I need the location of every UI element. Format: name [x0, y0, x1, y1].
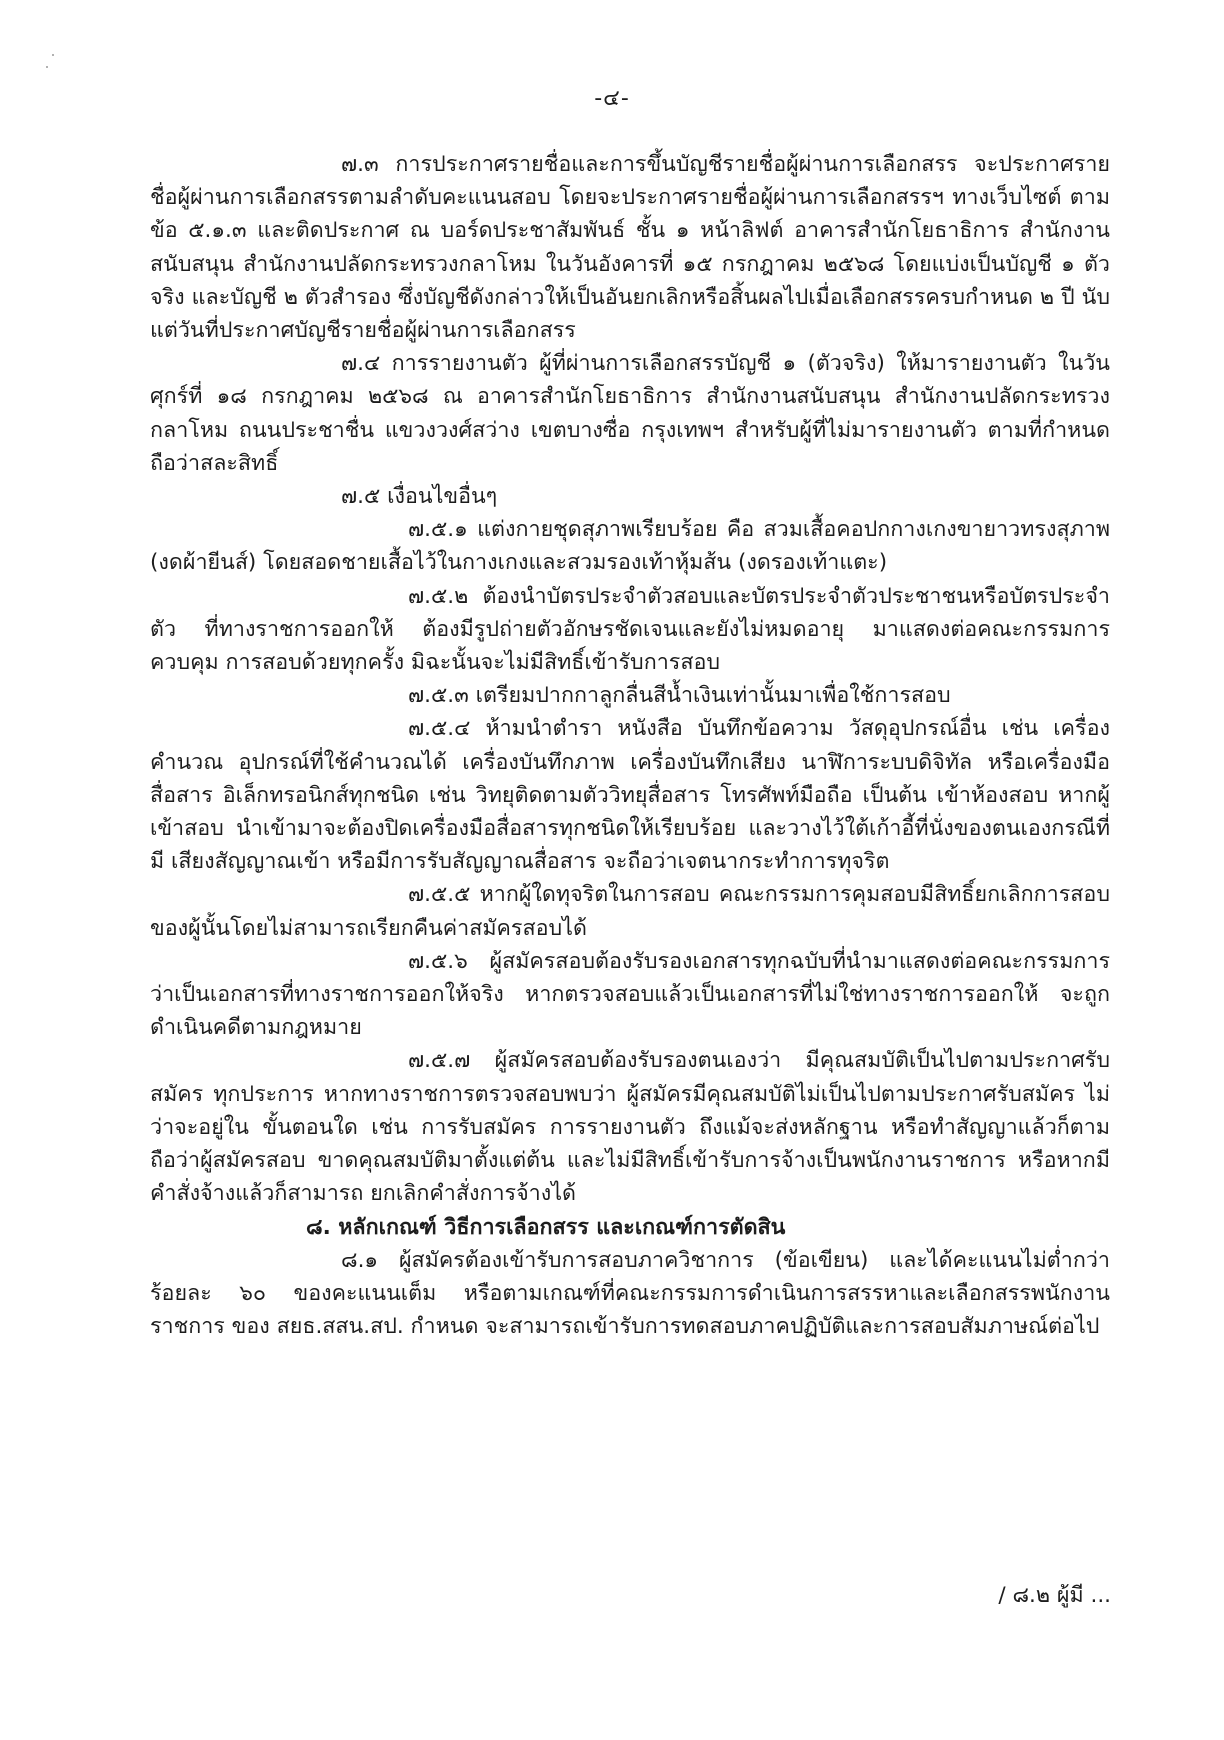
paragraph-7-5-7: ๗.๕.๗ ผู้สมัครสอบต้องรับรองตนเองว่า มีคุณสมบัติเป็นไปตามประกาศรับสมัคร ทุกประการ หากทางราชการตรวจสอบพบว่า ผู้สมัครมีคุณสมบัติไม่เป็นไปตามประกาศรับสมัคร ไม่ว่าจะอยู่ใน ขั้นตอนใด เช่น การรับสมัคร การรายงานตัว ถึงแม้จะส่งหลักฐาน หรือทำสัญญาแล้วก็ตาม ถือว่าผู้สมัครสอบ ขาดคุณสมบัติมาตั้งแต่ต้น และไม่มีสิทธิ์เข้ารับการจ้างเป็นพนักงานราชการ หรือหากมีคำสั่งจ้างแล้วก็สามารถ ยกเลิกคำสั่งการจ้างได้	[150, 1048, 1110, 1207]
continuation-note: / ๘.๒ ผู้มี ...	[998, 1583, 1111, 1608]
paragraph-7-5-6: ๗.๕.๖ ผู้สมัครสอบต้องรับรองเอกสารทุกฉบับที่นำมาแสดงต่อคณะกรรมการ ว่าเป็นเอกสารที่ทางราชการออกให้จริง หากตรวจสอบแล้วเป็นเอกสารที่ไม่ใช่ทางราชการออกให้ จะถูกดำเนินคดีตามกฎหมาย	[150, 948, 1110, 1041]
section-heading-8: ๘. หลักเกณฑ์ วิธีการเลือกสรร และเกณฑ์การตัดสิน	[306, 1214, 786, 1240]
paragraph-7-5: ๗.๕ เงื่อนไขอื่นๆ	[341, 484, 498, 510]
paragraph-7-5-1: ๗.๕.๑ แต่งกายชุดสุภาพเรียบร้อย คือ สวมเสื้อคอปกกางเกงขายาวทรงสุภาพ (งดผ้ายีนส์) โดยสอดชายเสื้อไว้ในกางเกงและสวมรองเท้าหุ้มส้น (งดรองเท้าแตะ)	[150, 517, 1110, 576]
page-number: -๔-	[594, 86, 630, 111]
paragraph-7-5-3: ๗.๕.๓ เตรียมปากกาลูกลื่นสีน้ำเงินเท่านั้นมาเพื่อใช้การสอบ	[408, 683, 951, 709]
scan-speck	[46, 66, 48, 68]
paragraph-8-1: ๘.๑ ผู้สมัครต้องเข้ารับการสอบภาควิชาการ (ข้อเขียน) และได้คะแนนไม่ต่ำกว่า ร้อยละ ๖๐ ของคะแนนเต็ม หรือตามเกณฑ์ที่คณะกรรมการดำเนินการสรรหาและเลือกสรรพนักงานราชการ ของ สยธ.สสน.สป. กำหนด จะสามารถเข้ารับการทดสอบภาคปฏิบัติและการสอบสัมภาษณ์ต่อไป	[150, 1247, 1110, 1340]
document-body	[150, 148, 1110, 1343]
scan-speck	[52, 54, 54, 56]
paragraph-7-3: ๗.๓ การประกาศรายชื่อและการขึ้นบัญชีรายชื่อผู้ผ่านการเลือกสรร จะประกาศรายชื่อผู้ผ่านการเลือกสรรตามลำดับคะแนนสอบ โดยจะประกาศรายชื่อผู้ผ่านการเลือกสรรฯ ทางเว็บไซต์ ตามข้อ ๕.๑.๓ และติดประกาศ ณ บอร์ดประชาสัมพันธ์ ชั้น ๑ หน้าลิฟต์ อาคารสำนักโยธาธิการ สำนักงานสนับสนุน สำนักงานปลัดกระทรวงกลาโหม ในวันอังคารที่ ๑๕ กรกฎาคม ๒๕๖๘ โดยแบ่งเป็นบัญชี ๑ ตัวจริง และบัญชี ๒ ตัวสำรอง ซึ่งบัญชีดังกล่าวให้เป็นอันยกเลิกหรือสิ้นผลไปเมื่อเลือกสรรครบกำหนด ๒ ปี นับแต่วันที่ประกาศบัญชีรายชื่อผู้ผ่านการเลือกสรร	[150, 152, 1110, 344]
paragraph-7-4: ๗.๔ การรายงานตัว ผู้ที่ผ่านการเลือกสรรบัญชี ๑ (ตัวจริง) ให้มารายงานตัว ในวันศุกร์ที่ ๑๘ กรกฎาคม ๒๕๖๘ ณ อาคารสำนักโยธาธิการ สำนักงานสนับสนุน สำนักงานปลัดกระทรวงกลาโหม ถนนประชาชื่น แขวงวงศ์สว่าง เขตบางซื่อ กรุงเทพฯ สำหรับผู้ที่ไม่มารายงานตัว ตามที่กำหนดถือว่าสละสิทธิ์	[150, 351, 1110, 476]
paragraph-7-5-2: ๗.๕.๒ ต้องนำบัตรประจำตัวสอบและบัตรประจำตัวประชาชนหรือบัตรประจำตัว ที่ทางราชการออกให้ ต้องมีรูปถ่ายตัวอักษรชัดเจนและยังไม่หมดอายุ มาแสดงต่อคณะกรรมการควบคุม การสอบด้วยทุกครั้ง มิฉะนั้นจะไม่มีสิทธิ์เข้ารับการสอบ	[150, 583, 1110, 676]
paragraph-7-5-4: ๗.๕.๔ ห้ามนำตำรา หนังสือ บันทึกข้อความ วัสดุอุปกรณ์อื่น เช่น เครื่องคำนวณ อุปกรณ์ที่ใช้คำนวณได้ เครื่องบันทึกภาพ เครื่องบันทึกเสียง นาฬิการะบบดิจิทัล หรือเครื่องมือสื่อสาร อิเล็กทรอนิกส์ทุกชนิด เช่น วิทยุติดตามตัววิทยุสื่อสาร โทรศัพท์มือถือ เป็นต้น เข้าห้องสอบ หากผู้เข้าสอบ นำเข้ามาจะต้องปิดเครื่องมือสื่อสารทุกชนิดให้เรียบร้อย และวางไว้ใต้เก้าอี้ที่นั่งของตนเองกรณีที่มี เสียงสัญญาณเข้า หรือมีการรับสัญญาณสื่อสาร จะถือว่าเจตนากระทำการทุจริต	[150, 716, 1110, 875]
paragraph-7-5-5: ๗.๕.๕ หากผู้ใดทุจริตในการสอบ คณะกรรมการคุมสอบมีสิทธิ์ยกเลิกการสอบ ของผู้นั้นโดยไม่สามารถเรียกคืนค่าสมัครสอบได้	[150, 882, 1110, 941]
